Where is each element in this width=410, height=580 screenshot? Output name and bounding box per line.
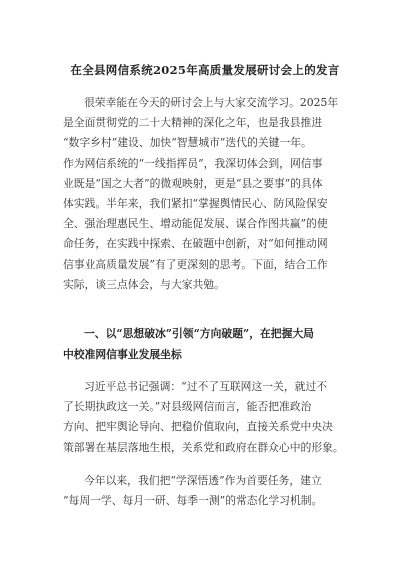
text-line: 业既是“国之大者”的微观映射，更是“县之要事”的具体 xyxy=(63,176,323,190)
text-line: 了长期执政这一关。”对县级网信而言，能否把准政治 xyxy=(63,400,312,414)
section-paragraph xyxy=(63,471,353,511)
text-line: “每周一学、每月一研、每季一测”的常态化学习机制。 xyxy=(63,494,323,508)
text-line: 作为网信系统的“一线指挥员”，我深切体会到，网信事 xyxy=(63,156,323,170)
text-line: 信事业高质量发展”有了更深刻的思考。下面，结合工作 xyxy=(63,257,328,271)
text-line: 全、强治理惠民生、增动能促发展、谋合作图共赢”的使 xyxy=(63,217,328,231)
text-line: 实际，谈三点体会，与大家共勉。 xyxy=(63,277,225,291)
text-line: 体实践。半年来，我们紧扣“掌握舆情民心、防风险保安 xyxy=(63,197,328,211)
text-line: 很荣幸能在今天的研讨会上与大家交流学习。2025年 xyxy=(84,96,339,109)
section-paragraph xyxy=(63,377,353,458)
text-line: 今年以来，我们把“学深悟透”作为首要任务，建立 xyxy=(84,474,322,487)
section-heading xyxy=(63,323,353,365)
text-line: 是全面贯彻党的二十大精神的深化之年，也是我县推进 xyxy=(63,116,323,130)
intro-paragraph xyxy=(63,93,353,295)
document-title: 在全县网信系统2025年高质量发展研讨会上的发言 xyxy=(70,63,340,77)
heading-line: 中校准网信事业发展坐标 xyxy=(63,348,182,361)
text-line: 策部署在基层落地生根，关系党和政府在群众心中的形象。 xyxy=(63,440,344,454)
text-line: 习近平总书记强调：“过不了互联网这一关，就过不 xyxy=(84,380,328,393)
text-line: “数字乡村”建设、加快“智慧城市”迭代的关键一年。 xyxy=(63,136,312,150)
text-line: 方向、把牢舆论导向、把稳价值取向，直接关系党中央决 xyxy=(63,420,333,434)
heading-line: 一、以“思想破冰”引领“方向破题”，在把握大局 xyxy=(84,327,314,340)
text-line: 命任务，在实践中探索、在破题中创新，对“如何推动网 xyxy=(63,237,328,251)
